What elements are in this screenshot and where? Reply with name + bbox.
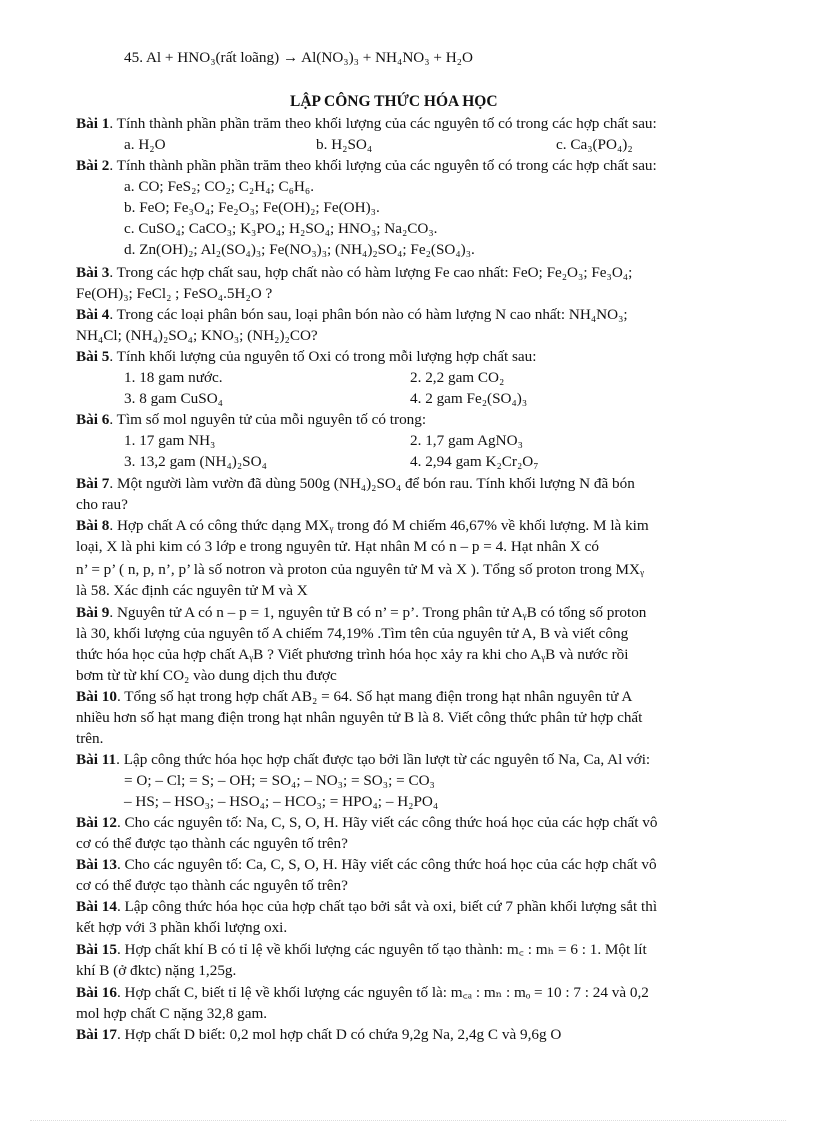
page-bottom-divider: [30, 1120, 786, 1121]
page-title: LẬP CÔNG THỨC HÓA HỌC: [290, 93, 498, 110]
exercise-text: . Trong các loại phân bón sau, loại phân bón nào có hàm lượng N cao nhất: NH₄NO₃;: [109, 306, 628, 323]
exercise-16-line-2: mol hợp chất C nặng 32,8 gam.: [76, 1005, 268, 1022]
exercise-label: Bài 13: [76, 856, 117, 873]
exercise-text: . Tính thành phần phần trăm theo khối lượng của các nguyên tố có trong các hợp chất sau:: [109, 115, 657, 132]
exercise-2-option-b: b. FeO; Fe₃O₄; Fe₂O₃; Fe(OH)₂; Fe(OH)₃.: [124, 199, 380, 216]
exercise-3: [76, 263, 816, 283]
exercise-label: Bài 5: [76, 348, 110, 365]
exercise-text: . Hợp chất D biết: 0,2 mol hợp chất D có chứa 9,2g Na, 2,4g C và 9,6g O: [116, 1026, 562, 1043]
exercise-12-line-2: cơ có thể được tạo thành các nguyên tố trên?: [76, 835, 348, 852]
exercise-text: . Tính khối lượng của nguyên tố Oxi có trong mỗi lượng hợp chất sau:: [109, 348, 537, 365]
exercise-6-item-3: 3. 13,2 gam (NH₄)₂SO₄: [124, 453, 267, 470]
exercise-text: . Tính thành phần phần trăm theo khối lượng của các nguyên tố có trong các hợp chất sau:: [109, 157, 657, 174]
exercise-label: Bài 6: [76, 411, 110, 428]
exercise-13: [76, 855, 816, 875]
exercise-15-line-2: khí B (ở đktc) nặng 1,25g.: [76, 962, 237, 979]
exercise-2-option-d: d. Zn(OH)₂; Al₂(SO₄)₃; Fe(NO₃)₃; (NH₄)₂SO₄; Fe₂(SO₄)₃.: [124, 241, 475, 258]
exercise-6-item-2: 2. 1,7 gam AgNO₃: [410, 432, 523, 449]
exercise-10-line-2: nhiều hơn số hạt mang điện trong hạt nhân nguyên tử B là 8. Viết công thức phân tử hợp chất: [76, 709, 643, 726]
exercise-1: [76, 114, 816, 134]
exercise-14-line-2: kết hợp với 3 phần khối lượng oxi.: [76, 919, 288, 936]
exercise-label: Bài 11: [76, 751, 117, 768]
exercise-5-item-4: 4. 2 gam Fe₂(SO₄)₃: [410, 390, 528, 407]
exercise-text: . Trong các hợp chất sau, hợp chất nào có hàm lượng Fe cao nhất: FeO; Fe₂O₃; Fe₃O₄;: [109, 264, 633, 281]
exercise-text: . Cho các nguyên tố: Na, C, S, O, H. Hãy viết các công thức hoá học của các hợp chất vô: [116, 814, 658, 831]
exercise-text: . Hợp chất C, biết tỉ lệ về khối lượng các nguyên tố là: m꜀ₐ : mₙ : mₒ = 10 : 7 : 24 và 0,2: [116, 984, 649, 1001]
exercise-5-item-2: 2. 2,2 gam CO₂: [410, 369, 505, 386]
exercise-6: [76, 410, 816, 430]
exercise-label: Bài 10: [76, 688, 117, 705]
exercise-8-line-4: là 58. Xác định các nguyên tử M và X: [76, 582, 308, 599]
exercise-text: . Lập công thức hóa học hợp chất được tạo bởi lần lượt từ các nguyên tố Na, Ca, Al với:: [116, 751, 651, 768]
exercise-9-line-3: thức hóa học của hợp chất AᵧB ? Viết phương trình hóa học xảy ra khi cho AᵧB và nước rồi: [76, 646, 629, 663]
exercise-1-option-a: a. H₂O: [124, 136, 166, 153]
exercise-label: Bài 9: [76, 604, 110, 621]
exercise-5: [76, 347, 816, 367]
exercise-1-option-b: b. H₂SO₄: [316, 136, 373, 153]
exercise-5-item-3: 3. 8 gam CuSO₄: [124, 390, 223, 407]
exercise-label: Bài 1: [76, 115, 110, 132]
exercise-14: [76, 897, 816, 917]
exercise-9-line-4: bơm từ từ khí CO₂ vào dung dịch thu được: [76, 667, 337, 684]
exercise-10-line-3: trên.: [76, 730, 104, 747]
exercise-4-line-2: NH₄Cl; (NH₄)₂SO₄; KNO₃; (NH₂)₂CO?: [76, 327, 318, 344]
exercise-label: Bài 15: [76, 941, 117, 958]
exercise-text: . Tổng số hạt trong hợp chất AB₂ = 64. Số hạt mang điện trong hạt nhân nguyên tử A: [116, 688, 633, 705]
exercise-8-line-2: loại, X là phi kim có 3 lớp e trong nguyên tử. Hạt nhân M có n – p = 4. Hạt nhân X có: [76, 538, 599, 555]
exercise-12: [76, 813, 816, 833]
exercise-11-line-1: = O; – Cl; = S; – OH; = SO₄; – NO₃; = SO₃; = CO₃: [124, 772, 435, 789]
exercise-9: [76, 603, 816, 623]
exercise-label: Bài 7: [76, 475, 110, 492]
exercise-7: [76, 474, 816, 494]
exercise-8-line-3: n’ = p’ ( n, p, n’, p’ là số notron và proton của nguyên tử M và X ). Tổng số proton trong MXᵧ: [76, 561, 645, 578]
exercise-7-line-2: cho rau?: [76, 496, 128, 513]
exercise-13-line-2: cơ có thể được tạo thành các nguyên tố trên?: [76, 877, 348, 894]
exercise-label: Bài 4: [76, 306, 110, 323]
exercise-11-line-2: – HS; – HSO₃; – HSO₄; – HCO₃; = HPO₄; – H₂PO₄: [124, 793, 439, 810]
exercise-15: [76, 940, 816, 960]
equation-45: 45. Al + HNO₃(rất loãng) → Al(NO₃)₃ + NH₄NO₃ + H₂O: [124, 49, 473, 66]
exercise-text: . Cho các nguyên tố: Ca, C, S, O, H. Hãy viết các công thức hoá học của các hợp chất vô: [116, 856, 657, 873]
exercise-label: Bài 16: [76, 984, 117, 1001]
exercise-2: [76, 156, 816, 176]
exercise-text: . Tìm số mol nguyên tử của mỗi nguyên tố có trong:: [109, 411, 427, 428]
exercise-6-item-4: 4. 2,94 gam K₂Cr₂O₇: [410, 453, 539, 470]
exercise-label: Bài 3: [76, 264, 110, 281]
exercise-4: [76, 305, 816, 325]
exercise-label: Bài 17: [76, 1026, 117, 1043]
exercise-label: Bài 14: [76, 898, 117, 915]
exercise-17: [76, 1025, 816, 1045]
exercise-5-item-1: 1. 18 gam nước.: [124, 369, 223, 386]
exercise-text: . Một người làm vườn đã dùng 500g (NH₄)₂SO₄ để bón rau. Tính khối lượng N đã bón: [109, 475, 635, 492]
exercise-text: . Hợp chất A có công thức dạng MXᵧ trong đó M chiếm 46,67% về khối lượng. M là kim: [109, 517, 649, 534]
exercise-label: Bài 12: [76, 814, 117, 831]
exercise-label: Bài 2: [76, 157, 110, 174]
exercise-3-line-2: Fe(OH)₃; FeCl₂ ; FeSO₄.5H₂O ?: [76, 285, 273, 302]
exercise-text: . Nguyên tử A có n – p = 1, nguyên tử B có n’ = p’. Trong phân tử AᵧB có tổng số proton: [109, 604, 647, 621]
exercise-11: [76, 750, 816, 770]
exercise-10: [76, 687, 816, 707]
exercise-2-option-a: a. CO; FeS₂; CO₂; C₂H₄; C₆H₆.: [124, 178, 314, 195]
exercise-6-item-1: 1. 17 gam NH₃: [124, 432, 216, 449]
exercise-2-option-c: c. CuSO₄; CaCO₃; K₃PO₄; H₂SO₄; HNO₃; Na₂CO₃.: [124, 220, 438, 237]
exercise-16: [76, 983, 816, 1003]
exercise-text: . Lập công thức hóa học của hợp chất tạo bởi sắt và oxi, biết cứ 7 phần khối lượng sắt thì: [116, 898, 658, 915]
exercise-label: Bài 8: [76, 517, 110, 534]
exercise-1-option-c: c. Ca₃(PO₄)₂: [556, 136, 633, 153]
exercise-text: . Hợp chất khí B có tỉ lệ về khối lượng các nguyên tố tạo thành: m꜀ : mₕ = 6 : 1. Một lít: [116, 941, 647, 958]
exercise-9-line-2: là 30, khối lượng của nguyên tố A chiếm 74,19% .Tìm tên của nguyên tử A, B và viết công: [76, 625, 629, 642]
exercise-8: [76, 516, 816, 536]
